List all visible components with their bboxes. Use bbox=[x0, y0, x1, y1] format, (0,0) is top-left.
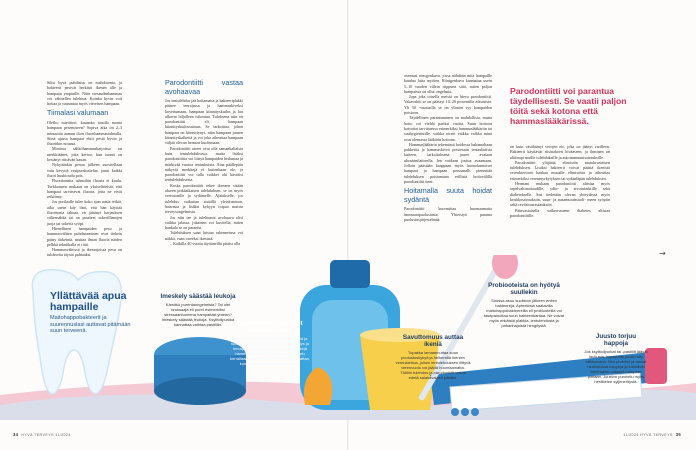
footer-right bbox=[623, 432, 684, 437]
paragraph: Siksi hyvä puhdistus on mahdotonta, ja bakteerit pesivät herkästi ikenen alle ja hampaan ympärille. Näin viesaudenhammas voi vähitellen tulehtua. Kuinka hyvin voit hoitaa ja vaarantaa myös viereisen hampaan. bbox=[47, 80, 122, 107]
text-column-3 bbox=[404, 73, 492, 222]
page-number: 35 bbox=[675, 432, 681, 437]
section-heading: Parodontiitti vastaa avohaavaa bbox=[165, 78, 243, 96]
text-column-1 bbox=[47, 80, 122, 258]
tip-bubble-imeskely bbox=[160, 293, 236, 327]
pull-quote: Parodontiitti voi parantua täydellisesti. Se vaatii paljon töitä sekä kotona että hammaslääkärissä. bbox=[510, 86, 627, 126]
tip-bubble-suurennuslasi bbox=[230, 320, 310, 366]
tip-bubble-juusto bbox=[583, 333, 649, 384]
illustration-title: Yllättävää apua hampaille bbox=[50, 290, 127, 313]
footer-left bbox=[10, 432, 71, 437]
paragraph: Hammaslääkärin tekemässä hoidossa hakamaltaan pakkettia ja hammaskiveä poistetaan ientaskuiista kuiteen, tarkoituksena juuret avataan ultraäänilaitteella. Ien voidaan joutua avaamaan. Jolloin päästään kaappaan myös huonokuntoiset hampaat ja hampaan perusmalli pienentää tulehduksen poistamaan erillistä hoitovälillä parodontiitti tieni. bbox=[404, 141, 492, 184]
tip-body: Kärsitkö purentaongelmista? Tai olet bruksaaja eli puret esimerkiksi stressaantuneena hampaitasi yhteen? Imeskely säästää leukoja. Ksylitolipurkka kannattaa vaihtaa pastilliin. bbox=[161, 302, 235, 327]
paragraph: Olefko mietitteri, kuuanko sinulla monta hampaan pesemiseen? Sopiva aika on 2–3 minuuttia aamun ilton fluorihammastahnalla. Siinä ajassa hampaat ehtii pestä hyvin ja fluoritkin nousua. bbox=[47, 119, 122, 147]
paragraph: Tulehduksen saan luistaa rakennetusa voi näkkä, vaan oireeksi ikenistä. bbox=[165, 230, 243, 241]
probiotic-pills bbox=[451, 408, 479, 416]
text-column-2 bbox=[165, 76, 243, 246]
tip-bubble-probiootit bbox=[483, 282, 565, 328]
paragraph: Parodontiitti yliijätää elimistön matala-asteisen tulehduksen. Lisäksi bakteerit voivat päästä ikenistä verenkiertoon kaukaa muualle elimistöön ja aiheuttaa esimerkiksi verenmyrkytyksen tai sydänläpän tulehduksen. bbox=[510, 159, 610, 181]
tip-title: Suurennuslasilla näet hammaskiven bbox=[237, 320, 303, 334]
tip-title: Savuttomuus auttaa ikeniä bbox=[402, 334, 464, 348]
illustration-subtitle: Maitohappobakteerit ja suurennuslasi auttavat pitämään suun terveenä. bbox=[50, 315, 131, 335]
paragraph: Koska parodontiitti tekee ikeneen sisään alueen pitkäaikaisen tulehduksen, se on myös verisuonille ja sydämelle. Ajatukselle, jos tulehdus vaikuttaa sisäällä yleiskuntoon, haavasta ja lisäksi kykyyn toipua muista terveysongelmista. bbox=[165, 182, 243, 215]
paragraph: Täydellinen parantuminen on mahdollista, mutta hoito voi vieldä pariksi vuotta. Suun hoitoon kaivattai tarvittaessa esimerkiksi hammaslääkäriin tai suuhygienistille, vaikka oireet vaikka vaikka minä ovat olemassa lääkärin hoitona. bbox=[404, 115, 492, 142]
tip-bubble-savuttomuus bbox=[395, 334, 471, 380]
section-heading: Tiimalasi valumaan bbox=[47, 108, 109, 118]
paragraph: on kuin väsähtänyt verojen etc, joka on jäänyt varilleen. Bakteerit käyttävät riisinakoen hivääseen, ja ihminen on alttiimpi muille tulehduksille ja autoimmuunisairauksille. bbox=[510, 144, 610, 160]
tip-body: Jos ksylitolipurkat tai -pastillit jäävät laukusta, kypsytetty juusto käy hätävarana. Sen proteiini ja rasvat neutraloivat happoja ja edistävät mineraalien pääsyä hampaan pintaan. Juuston puruteliu myös herättelee syljeneritystä. bbox=[584, 349, 648, 384]
section-heading: Hoitamalla suuta hoidat sydäntä bbox=[404, 186, 492, 204]
page-number: 34 bbox=[13, 432, 19, 437]
paragraph: Jos niin tee ja tulehtunut avohaava olisi vaikka jalassa, jokainen voi kuvitella, miten hankala se on paranisi. bbox=[165, 214, 243, 231]
paragraph: Jos porilaalle tulee koko ajan uusia reikiä, aika usein käy ilmi, että hän käyttää fluoritonta tahnaa, en jättänyt harjauksen väliensähkä tai on puutteet sokerillimojen juoja tai sokeria syöpi. bbox=[47, 199, 122, 226]
tip-title: Juusto torjuu happoja bbox=[595, 333, 637, 347]
tip-body: Tupakka lamaannuttaa suun puolustuskykyä ja heikentää ikenien verenkiertoa, jolloin ientulehduksen liittyvä verenvuoto voi jäädä huomaamatta. Tällöin tulehdus ja parodontiitti voivat edetä salakavalasti pitkälle. bbox=[395, 350, 471, 380]
tip-title: Probiooteista on hyötyä suullekin bbox=[488, 282, 560, 296]
footer-label: 11/2024 HYVÄ TERVEYS bbox=[623, 433, 673, 437]
paragraph: Hermani mukaan parodontiitti altistaa myös sepelvaltimotaudille, ydin- ja aivoinfarktille sekä diabetekselle. Sen tiedetään olevan yhteydessä myös keuhkosairauksiin, suun- ja nasamuiuissuoli- meen syöpiin sekä ravitsitusrautauksiin. bbox=[510, 181, 610, 208]
paragraph: – Kaikilla 40 vuotta täyttäneillä pitäisi olla bbox=[170, 241, 241, 247]
paragraph: Nykyäänkin pesun jälkeen suositellaan vain kevyttä vesipurskuttelua, jonni kaikki fluori huuhtoudu pois. bbox=[47, 162, 122, 178]
paragraph: Jopa joka toisella meistä on hieva parodontiitti. Vakavakiti se on päässyt 10–20 prosentilla aikuisista. Yli 50 -vuotiailla se on ylintön syy hampaiden poistoon. bbox=[404, 94, 492, 116]
tip-body: Suussa asuu suoliston jälkeen eniten bakteereja. Apteekista saatavilla maitohappobakteereilla eli probiooteilla voi tasapainottaa suun bakteerikantaa. Ne voivat myös ehkäistä plakkia, ientulehdusta ja pahanhajuista hengitystä. bbox=[483, 298, 565, 328]
continue-arrow: → bbox=[659, 249, 666, 258]
tip-title: Imeskely säästää leukoja bbox=[160, 293, 236, 300]
paragraph: Päinvastaisella vaikea-asteen diabetes altistaa parodontiitille. bbox=[510, 207, 610, 218]
paragraph: Fluoritonnita tahnoihin fluoria ei kuulu. Turkkonnen mukaan on yksiselitteistä, että hampaat tarvitsevat fluoria, joita ne eivät reikiinny. bbox=[47, 178, 122, 200]
text-column-4 bbox=[510, 144, 610, 218]
paragraph: Parodontiitti oireet ovat olla samankaltaisia kuin ientulehduksissa, mutta lisäksi parodontiittia voi liittyä hampaiden heiluntaa ja märkivää vuotoa ientaskuista. Aina päällepäin näkyviä merkkejä ei kuitenkaan ole, ja parodontiitti voi tulla vaikkei ohi käviäisi ientulehduksesta. bbox=[165, 145, 243, 183]
tip-body: Käytä hyvää valoa ja suurentavaa peiliä ja tutki ikenet ja hampaiden pinnat. Kellertys ja ienrajan tumma värjäytymä ovat merkkejä hammaskivestä. Kiekeen on tunnustelu kerrallaan. Hammaskivi kannattaa poistattaa, koska se altistaa ientulehdukselle. bbox=[230, 336, 310, 366]
footer-label: HYVÄ TERVEYS 11/2024 bbox=[21, 433, 71, 437]
paragraph: Jos ientulehdus jää hoitamatta ja bakteeriplakki pääsee ienrajassa ja hammaskiveksi kovettumaan, hampaan kiinnityskudos ja luu alkavat hiljalleen tuhoutua. Tuloksena niin on parodontiitti eli hampaan kiinnityskudossairaus. Se tarkoittaa, johon hampaat on kiinnittynyt, näin hampaan juuren kiinnityskalkettä ja voi joka aiheuttaa hampaan väljää olevan hermon kuolemaan. bbox=[165, 98, 243, 146]
paragraph: Monissa sähköhammasharjoissa on merkkiäänet, joka kertoo, kun tunnit on kestänyt riittävän kauan. bbox=[47, 146, 122, 163]
paragraph: Hienellinen hampaiden pesu ja hammasväliten puhdistaminen ovat tärkein pääsy tärkeintä, muttaa ilman fluoria näiden pelkkä tekniikalla ei riitä. bbox=[47, 225, 122, 247]
paragraph: Parodontiitti kuormittaa huomaamatta immuunipuolustusta. Yhteistyö paranta puolustusjärjestelmää bbox=[404, 206, 492, 222]
paragraph: Hammasväleissä ja ikenrajoissa pesu on tuloksetta täysin puhtaaksi. bbox=[47, 247, 122, 258]
paragraph: osemusi rönsgenkuva, jossa nähdään mitä hampaille kaudua luita myöten. Röntgenkuva kannattaa usein 5–10 vuoden välein riippuen siitä, miten paljon hampaissa on ollut ongelmia. bbox=[404, 73, 492, 94]
